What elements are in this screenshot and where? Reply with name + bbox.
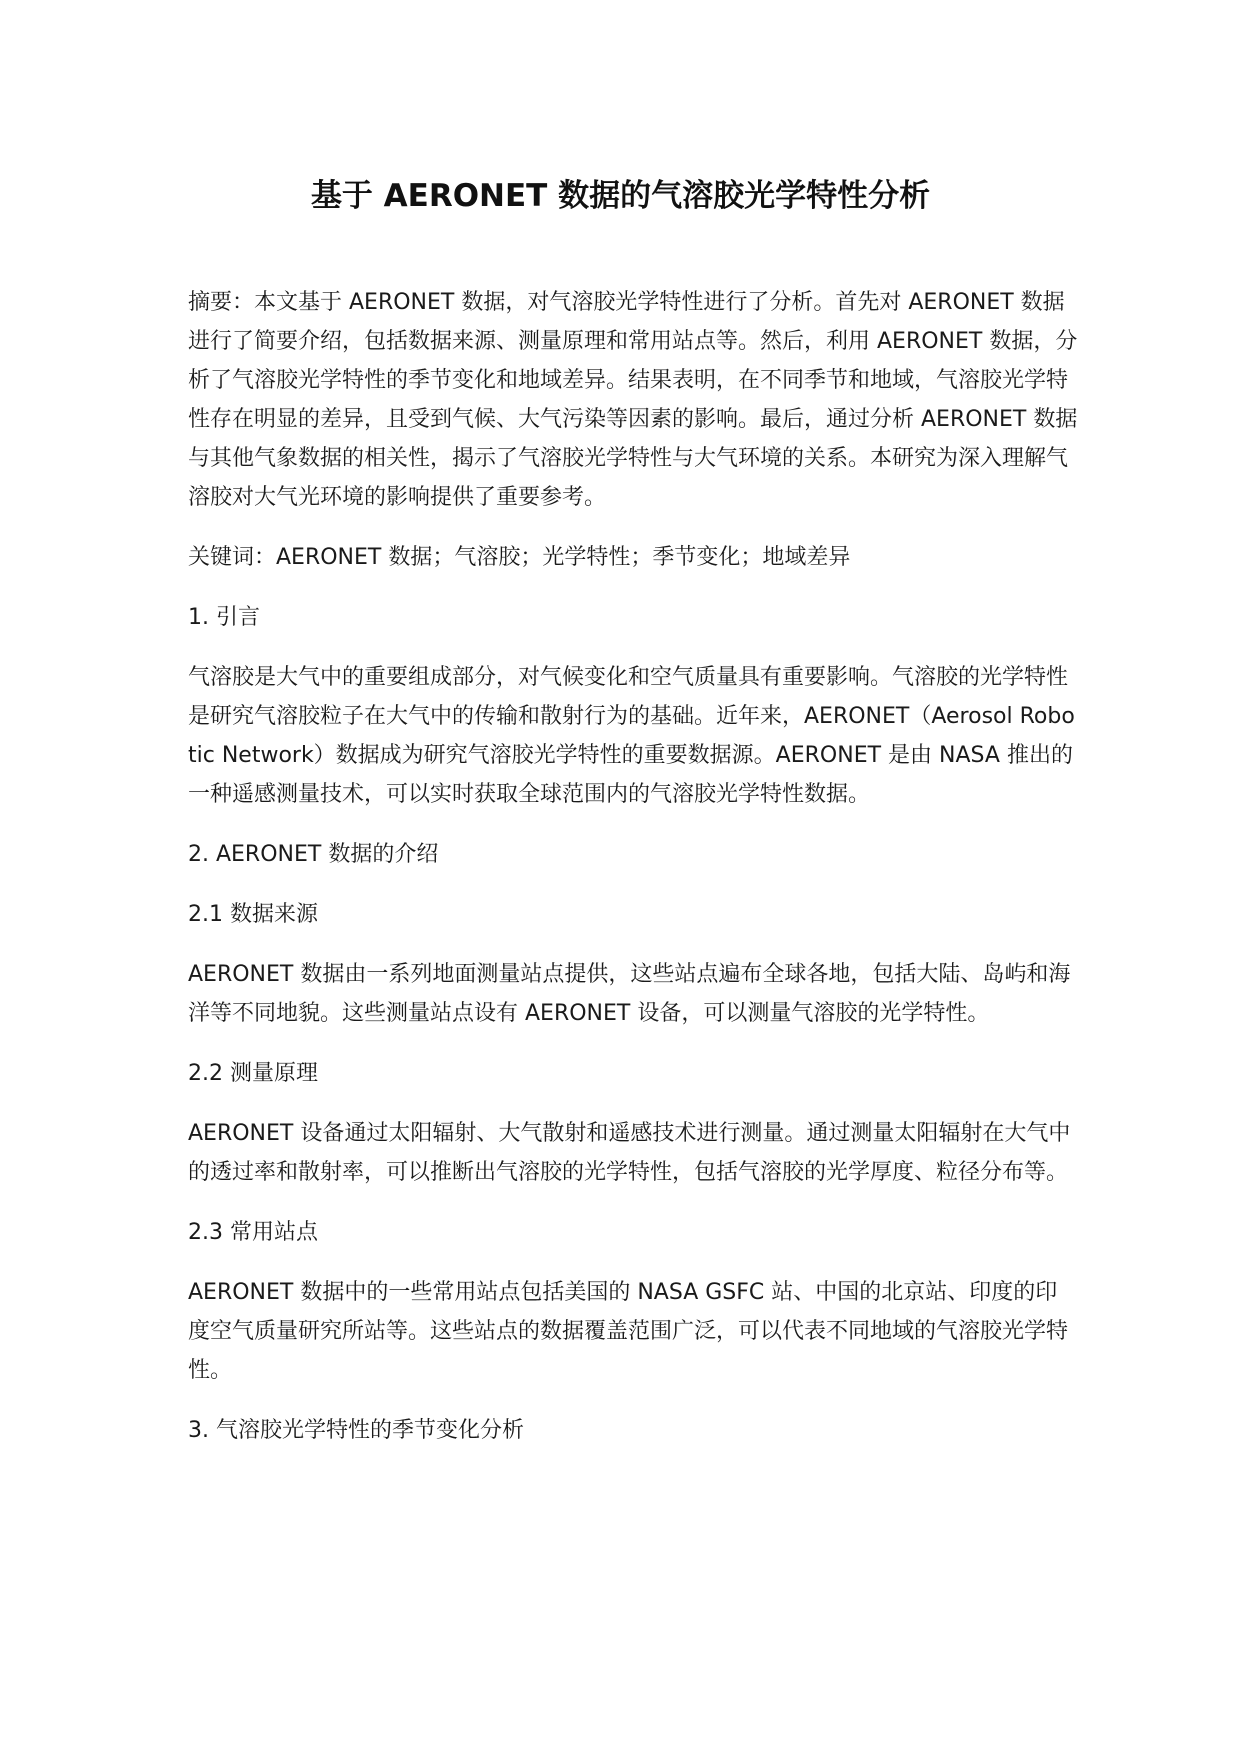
subsection-heading-measurement-principle: 2.2 测量原理 (188, 1061, 318, 1086)
data-source-paragraph: AERONET 数据由一系列地面测量站点提供，这些站点遍布全球各地，包括大陆、岛屿和海洋等不同地貌。这些测量站点设有 AERONET 设备，可以测量气溶胶的光学特性。 (188, 962, 1071, 1026)
section-heading-introduction: 1. 引言 (188, 605, 260, 630)
section-heading-aeronet-intro: 2. AERONET 数据的介绍 (188, 842, 439, 867)
section-heading-seasonal-analysis: 3. 气溶胶光学特性的季节变化分析 (188, 1418, 524, 1443)
measurement-principle-paragraph: AERONET 设备通过太阳辐射、大气散射和遥感技术进行测量。通过测量太阳辐射在大气中的透过率和散射率，可以推断出气溶胶的光学特性，包括气溶胶的光学厚度、粒径分布等。 (188, 1121, 1071, 1185)
document-body (188, 283, 1078, 1471)
abstract-paragraph: 摘要：本文基于 AERONET 数据，对气溶胶光学特性进行了分析。首先对 AERONET 数据进行了简要介绍，包括数据来源、测量原理和常用站点等。然后，利用 AERONET 数据，分析了气溶胶光学特性的季节变化和地域差异。结果表明，在不同季节和地域，气溶胶光学特性存在明显的差异，且受到气候、大气污染等因素的影响。最后，通过分析 AERONET 数据与其他气象数据的相关性，揭示了气溶胶光学特性与大气环境的关系。本研究为深入理解气溶胶对大气光环境的影响提供了重要参考。 (188, 290, 1078, 510)
subsection-heading-common-stations: 2.3 常用站点 (188, 1220, 318, 1245)
document-title: 基于 AERONET 数据的气溶胶光学特性分析 (310, 178, 931, 214)
keywords-line: 关键词：AERONET 数据；气溶胶；光学特性；季节变化；地域差异 (188, 545, 851, 570)
introduction-paragraph: 气溶胶是大气中的重要组成部分，对气候变化和空气质量具有重要影响。气溶胶的光学特性是研究气溶胶粒子在大气中的传输和散射行为的基础。近年来，AERONET（Aerosol Robotic Network）数据成为研究气溶胶光学特性的重要数据源。AERONET 是由 NASA 推出的一种遥感测量技术，可以实时获取全球范围内的气溶胶光学特性数据。 (188, 665, 1075, 807)
common-stations-paragraph: AERONET 数据中的一些常用站点包括美国的 NASA GSFC 站、中国的北京站、印度的印度空气质量研究所站等。这些站点的数据覆盖范围广泛，可以代表不同地域的气溶胶光学特性。 (188, 1280, 1069, 1383)
subsection-heading-data-source: 2.1 数据来源 (188, 902, 318, 927)
